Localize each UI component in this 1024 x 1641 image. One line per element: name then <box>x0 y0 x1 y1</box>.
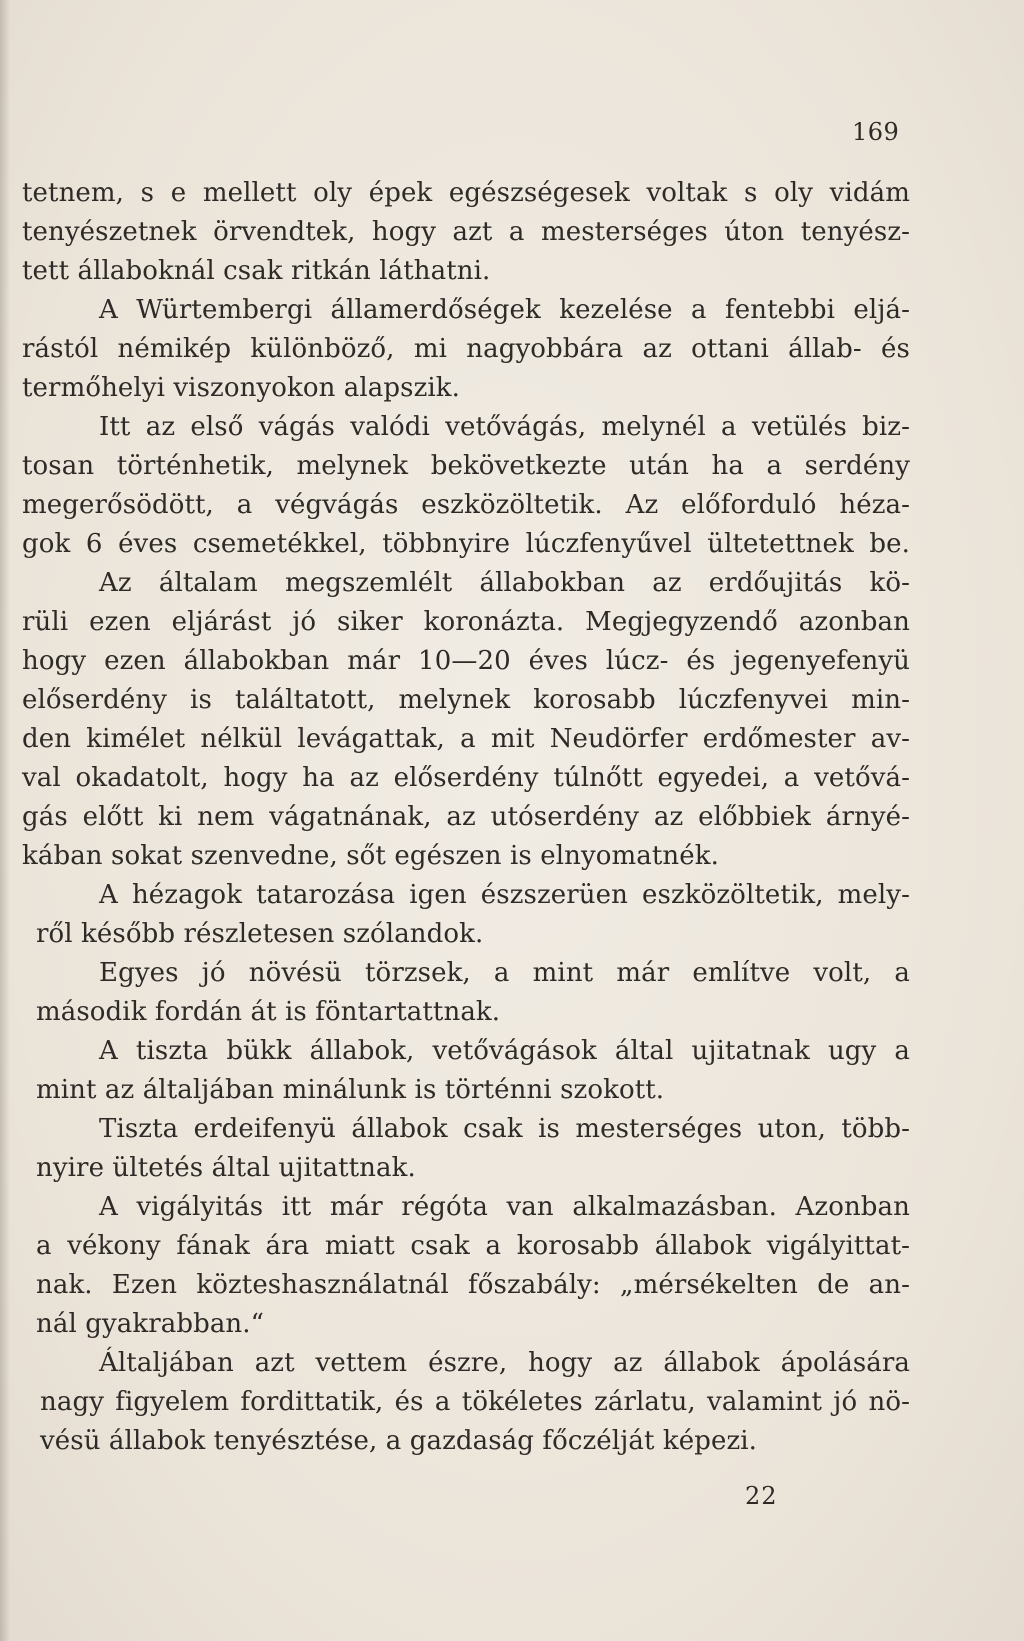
text-line: A vigályitás itt már régóta van alkalmazásban. Azonban <box>99 1192 910 1222</box>
text-line: tetnem, s e mellett oly épek egészségesek voltak s oly vidám <box>22 178 910 208</box>
text-line: nál gyakrabban.“ <box>36 1309 265 1339</box>
printer-signature-mark: 22 <box>745 1482 778 1510</box>
text-line: gás előtt ki nem vágatnának, az utóserdény az előbbiek árnyé- <box>22 802 910 832</box>
text-line: gok 6 éves csemetékkel, többnyire lúczfenyűvel ültetettnek be. <box>22 529 910 559</box>
text-line: előserdény is találtatott, melynek korosabb lúczfenyvei min- <box>22 685 910 715</box>
text-line: A tiszta bükk állabok, vetővágások által ujitatnak ugy a <box>99 1036 910 1066</box>
text-line: nyire ültetés által ujitattnak. <box>36 1153 416 1183</box>
text-line: rástól némikép különböző, mi nagyobbára az ottani állab- és <box>22 334 910 364</box>
text-line: Egyes jó növésü törzsek, a mint már említve volt, a <box>99 958 910 988</box>
text-line: Általjában azt vettem észre, hogy az állabok ápolására <box>99 1348 910 1378</box>
text-line: vésü állabok tenyésztése, a gazdaság főczélját képezi. <box>40 1426 758 1456</box>
text-line: val okadatolt, hogy ha az előserdény túlnőtt egyedei, a vetővá- <box>22 763 910 793</box>
text-line: kában sokat szenvedne, sőt egészen is elnyomatnék. <box>22 841 719 871</box>
text-line: tett állaboknál csak ritkán láthatni. <box>22 256 491 286</box>
text-line: a vékony fának ára miatt csak a korosabb állabok vigályittat- <box>36 1231 910 1261</box>
text-line: tosan történhetik, melynek bekövetkezte után ha a serdény <box>22 451 910 481</box>
text-line: A hézagok tatarozása igen észszerüen eszközöltetik, mely- <box>99 880 910 910</box>
body-text <box>22 174 910 1461</box>
text-line: hogy ezen állabokban már 10—20 éves lúcz- és jegenyefenyü <box>22 646 910 676</box>
text-line: termőhelyi viszonyokon alapszik. <box>22 373 461 403</box>
page-number: 169 <box>852 118 900 146</box>
text-line: megerősödött, a végvágás eszközöltetik. Az előforduló héza- <box>22 490 910 520</box>
text-line: Az általam megszemlélt állabokban az erdőujitás kö- <box>99 568 910 598</box>
text-line: A Würtembergi államerdőségek kezelése a fentebbi eljá- <box>99 295 910 325</box>
spine-shadow <box>0 0 10 1641</box>
text-line: mint az általjában minálunk is történni szokott. <box>36 1075 665 1105</box>
text-line: ről később részletesen szólandok. <box>36 919 484 949</box>
text-line: Itt az első vágás valódi vetővágás, melynél a vetülés biz- <box>99 412 910 442</box>
text-line: Tiszta erdeifenyü állabok csak is mesterséges uton, több- <box>99 1114 910 1144</box>
text-line: tenyészetnek örvendtek, hogy azt a mesterséges úton tenyész- <box>22 217 910 247</box>
text-line: nak. Ezen közteshasználatnál főszabály: „mérsékelten de an- <box>36 1270 910 1300</box>
text-line: második fordán át is föntartattnak. <box>36 997 501 1027</box>
text-line: rüli ezen eljárást jó siker koronázta. Megjegyzendő azonban <box>22 607 910 637</box>
text-line: den kimélet nélkül levágattak, a mit Neudörfer erdőmester av- <box>22 724 910 754</box>
text-line: nagy figyelem fordittatik, és a tökéletes zárlatu, valamint jó nö- <box>40 1387 910 1417</box>
